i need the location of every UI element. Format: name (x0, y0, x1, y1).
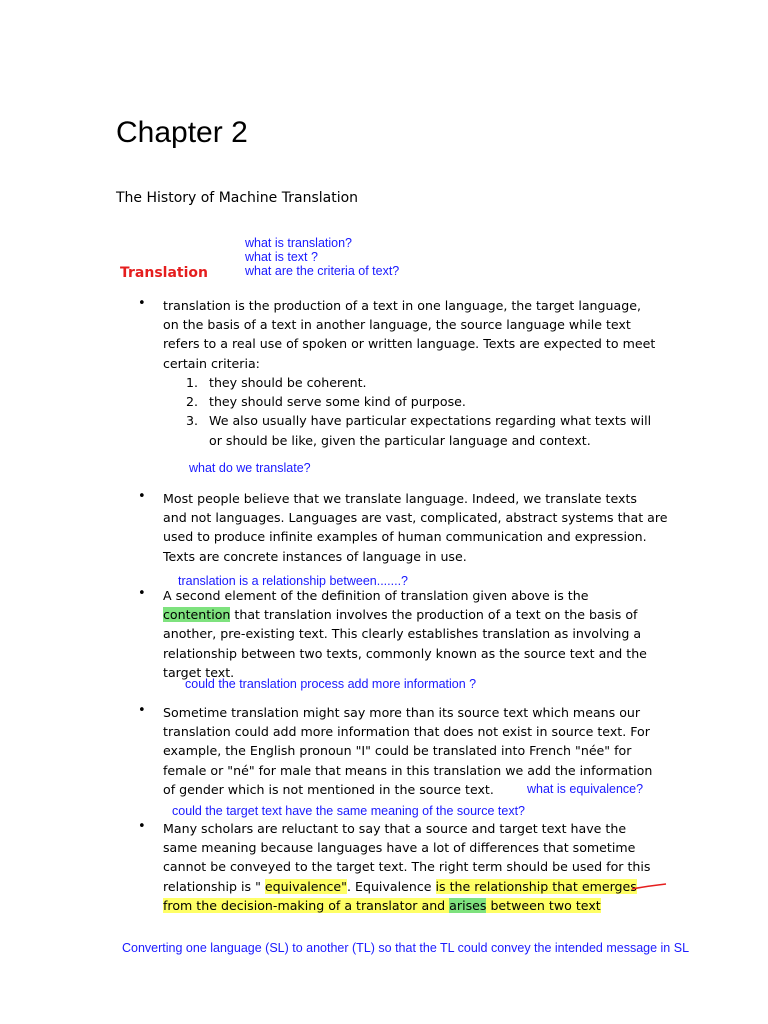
highlighted-word: arises (449, 897, 487, 913)
text-line (163, 605, 663, 624)
text-line: Most people believe that we translate language. Indeed, we translate texts (163, 491, 637, 506)
list-item (186, 411, 656, 449)
annotation-note: what is equivalence? (527, 782, 644, 796)
section-heading: Translation (120, 265, 208, 281)
annotation-note: could the translation process add more information ? (185, 677, 477, 691)
text-line: and not languages. Languages are vast, complicated, abstract systems that are (163, 510, 668, 526)
text-line: relationship between two texts, commonly known as the source text and the (163, 645, 647, 661)
bullet-paragraph (163, 489, 668, 566)
text-line: translation could add more information that does not exist in source text. For (163, 724, 650, 740)
highlighted-phrase: is the relationship that emerges (435, 878, 637, 894)
bullet-glyph: • (138, 819, 146, 834)
criteria-list (186, 373, 656, 450)
text-line: target text. (163, 664, 235, 680)
text-line: used to produce infinite examples of human communication and expression. (163, 529, 647, 545)
bullet-glyph: • (138, 296, 146, 311)
text-line: refers to a real use of spoken or written language. Texts are expected to meet (163, 336, 656, 352)
text-span: relationship is " (163, 878, 265, 894)
text-line: on the basis of a text in another language, the source language while text (163, 317, 631, 333)
annotation-note: could the target text have the same meaning of the source text? (172, 804, 525, 818)
text-line: translation is the production of a text in one language, the target language, (163, 298, 641, 313)
bottom-annotation: Converting one language (SL) to another (TL) so that the TL could convey the intended message in SL (122, 941, 690, 955)
highlighted-phrase: from the decision-making of a translator and (163, 897, 450, 913)
text-line: A second element of the definition of translation given above is the (163, 588, 589, 603)
red-pen-stroke (630, 880, 670, 894)
list-item (186, 373, 656, 392)
list-item (186, 392, 656, 411)
text-line: example, the English pronoun "I" could be translated into French "née" for (163, 743, 632, 759)
text-line: same meaning because languages have a lot of differences that sometime (163, 840, 636, 856)
text-line: another, pre-existing text. This clearly establishes translation as involving a (163, 626, 642, 642)
annotation-note: translation is a relationship between.......? (178, 574, 408, 588)
annotation-note: what are the criteria of text? (245, 264, 400, 278)
bullet-glyph: • (138, 586, 146, 601)
chapter-subtitle: The History of Machine Translation (116, 190, 359, 206)
text-line: Many scholars are reluctant to say that a source and target text have the (163, 821, 627, 836)
text-line: cannot be conveyed to the target text. The right term should be used for this (163, 859, 651, 875)
highlighted-phrase: between two text (486, 897, 601, 913)
text-line: Sometime translation might say more than its source text which means our (163, 705, 641, 720)
list-item-text: they should be coherent. (209, 375, 367, 390)
text-span: . Equivalence (346, 878, 436, 894)
text-line: Texts are concrete instances of language in use. (163, 548, 467, 564)
bullet-paragraph (163, 586, 663, 682)
list-number: 2. (186, 394, 199, 410)
highlighted-word: contention (163, 607, 231, 623)
chapter-title: Chapter 2 (116, 116, 248, 149)
list-number: 1. (186, 375, 199, 390)
bullet-paragraph (163, 819, 663, 915)
bullet-paragraph (163, 296, 663, 373)
text-span: that translation involves the production of a text on the basis of (230, 607, 638, 623)
list-item-text (209, 411, 656, 449)
text-line: or should be like, given the particular language and context. (209, 432, 591, 448)
text-line: We also usually have particular expectations regarding what texts will (209, 413, 652, 429)
bullet-glyph: • (138, 703, 146, 718)
annotation-note: what is translation? (245, 236, 353, 250)
text-line (163, 877, 663, 896)
text-line (163, 896, 663, 915)
list-number: 3. (186, 413, 199, 429)
bullet-glyph: • (138, 489, 146, 504)
highlighted-word: equivalence" (264, 878, 347, 894)
text-line: of gender which is not mentioned in the source text. (163, 781, 494, 797)
annotation-note: what do we translate? (189, 461, 311, 475)
annotation-note: what is text ? (245, 250, 318, 264)
text-line: certain criteria: (163, 355, 260, 371)
text-line: female or "né" for male that means in this translation we add the information (163, 762, 653, 778)
list-item-text: they should serve some kind of purpose. (209, 394, 466, 410)
